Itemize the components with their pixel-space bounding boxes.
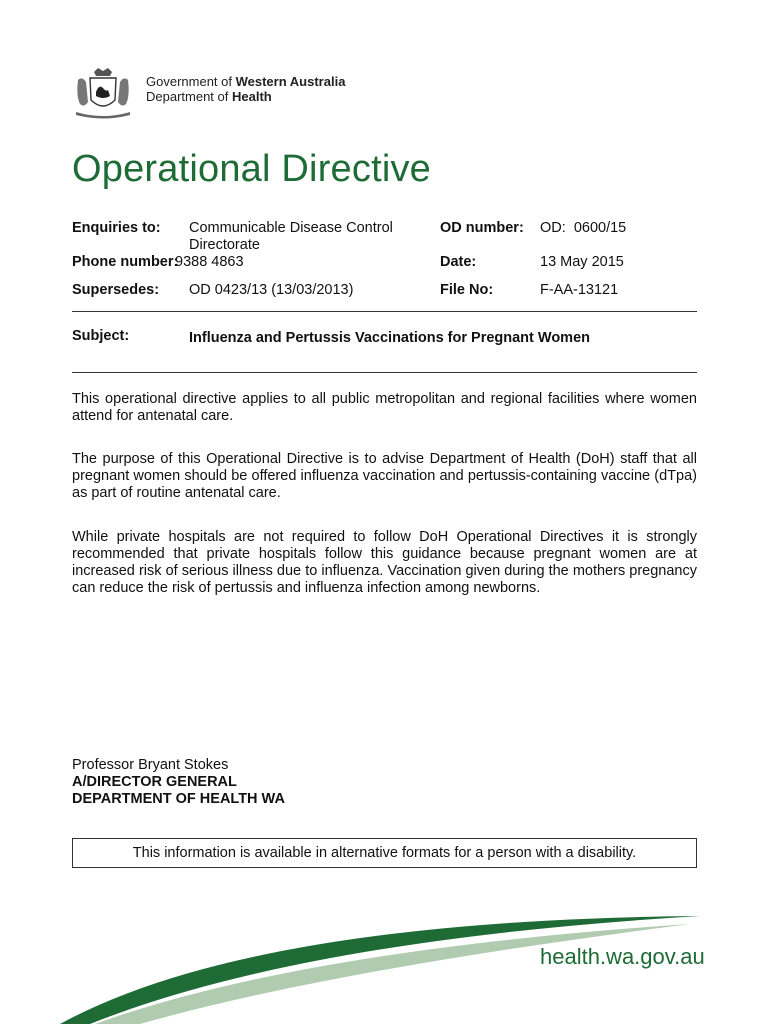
file-no-value: F-AA-13121 [540,282,619,298]
date-value: 13 May 2015 [540,254,624,270]
od-number-value: OD: 0600/15 [540,220,627,236]
signatory-name: Professor Bryant Stokes [72,757,229,773]
accessibility-notice: This information is available in alternative formats for a person with a disability. [72,838,697,868]
enquiries-value-line1: Communicable Disease Control [189,220,393,236]
phone-label: Phone number: [72,254,179,270]
file-no-label: File No: [440,282,494,298]
website-link[interactable]: health.wa.gov.au [540,944,705,969]
paragraph-scope: This operational directive applies to all public metropolitan and regional facilities where women attend for antenatal care. [72,391,697,424]
document-title: Operational Directive [72,148,432,190]
paragraph-purpose: The purpose of this Operational Directive is to advise Department of Health (DoH) staff that all pregnant women should be offered influenza vaccination and pertussis-containing vaccine (dTpa) as part of routine antenatal care. [72,451,697,501]
signatory-organisation: DEPARTMENT OF HEALTH WA [72,791,285,807]
phone-value: 9388 4863 [175,254,244,270]
od-number-label: OD number: [440,220,524,236]
coat-of-arms-icon [72,66,134,120]
government-name: Government of Western Australia [146,74,346,89]
supersedes-value: OD 0423/13 (13/03/2013) [189,282,354,298]
department-name: Department of Health [146,89,272,104]
signatory-role: A/DIRECTOR GENERAL [72,774,237,790]
subject-label: Subject: [72,328,130,344]
supersedes-label: Supersedes: [72,282,160,298]
paragraph-private-hospitals: While private hospitals are not required to follow DoH Operational Directives it is strongly recommended that private hospitals follow this guidance because pregnant women are at increased risk of serious illness due to influenza. Vaccination given during the mothers pregnancy can reduce the risk of pertussis and influenza infection among newborns. [72,529,697,596]
divider-top [72,311,697,312]
enquiries-label: Enquiries to: [72,220,161,236]
enquiries-value-line2: Directorate [189,237,260,253]
divider-bottom [72,372,697,373]
date-label: Date: [440,254,477,270]
subject-value: Influenza and Pertussis Vaccinations for Pregnant Women [189,330,590,346]
